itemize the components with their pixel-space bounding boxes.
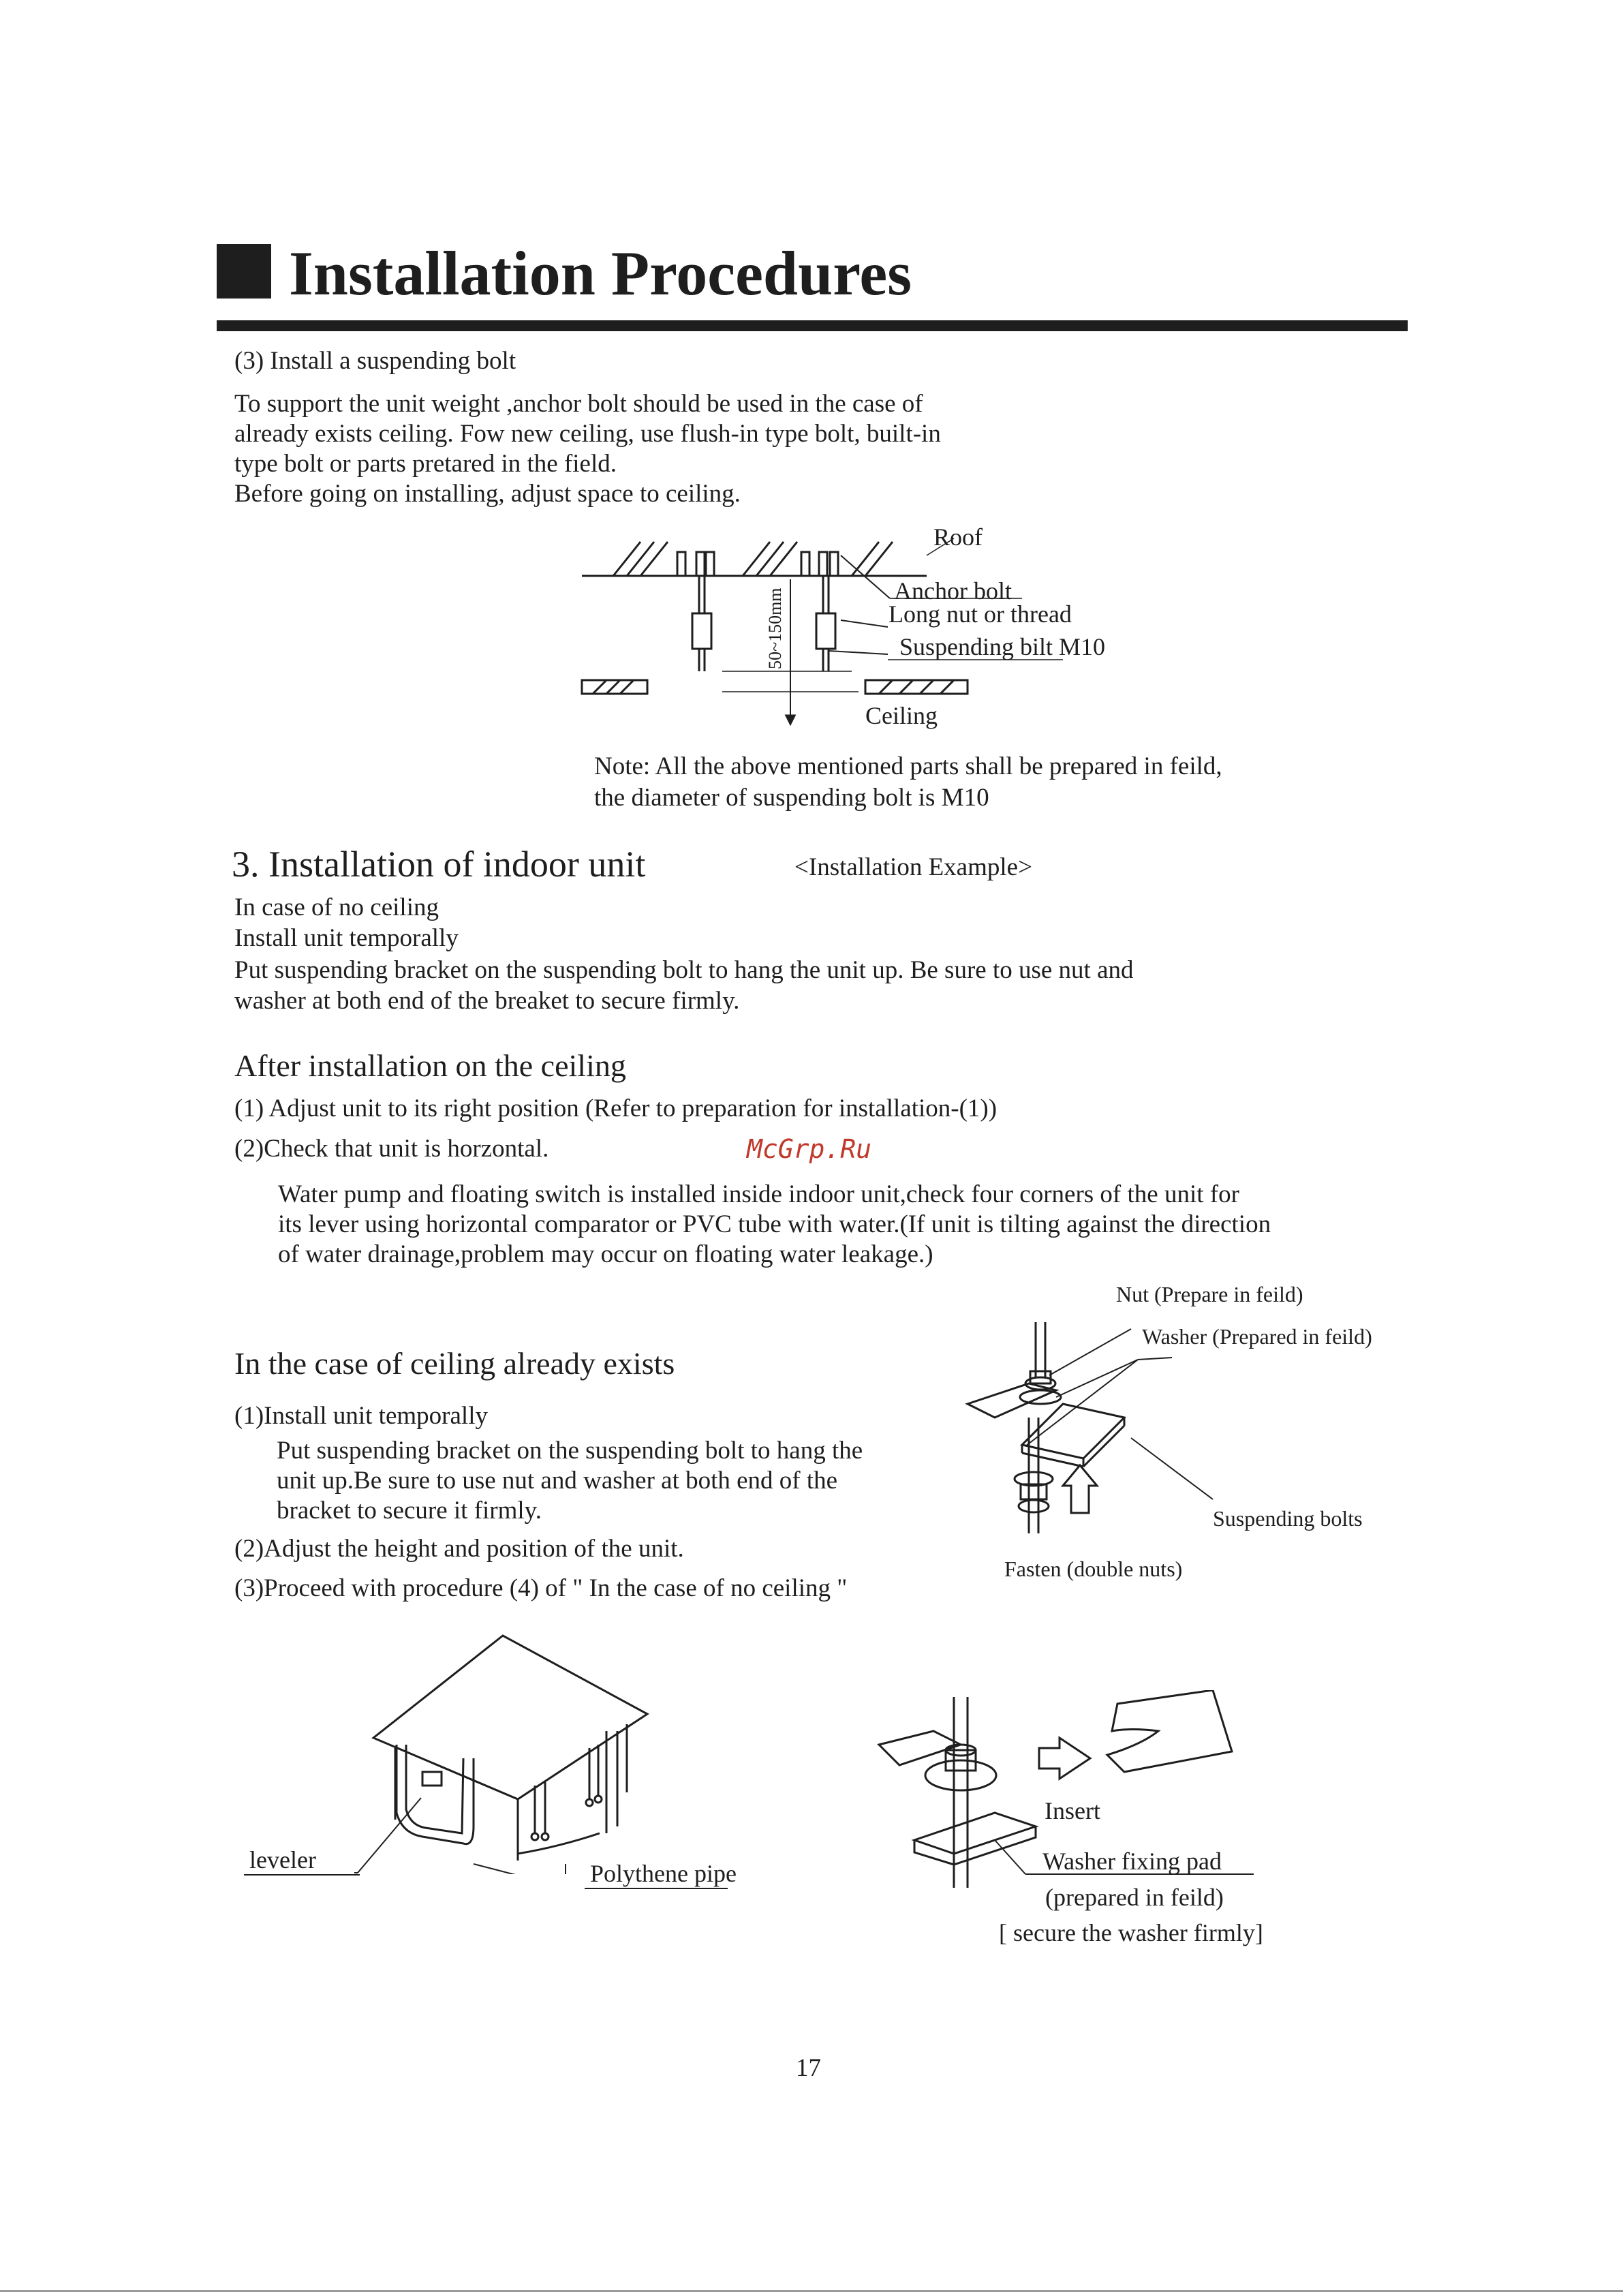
existing-step-2: (2)Adjust the height and position of the unit. [234, 1535, 684, 1563]
existing-heading: In the case of ceiling already exists [234, 1346, 675, 1381]
ceiling-label: Ceiling [865, 702, 938, 729]
anchor-bolt-label: Anchor bolt [894, 577, 1012, 604]
indoor-line-4: washer at both end of the breaket to secure firmly. [234, 987, 740, 1015]
note-line-2: the diameter of suspending bolt is M10 [594, 784, 989, 812]
suspending-bolt-label: Suspending bilt M10 [899, 633, 1106, 660]
bolt-para-4: Before going on installing, adjust space to ceiling. [234, 480, 741, 508]
after-step-1: (1) Adjust unit to its right position (Refer to preparation for installation-(1)) [234, 1095, 998, 1122]
bolt-para-2: already exists ceiling. Fow new ceiling, use flush-in type bolt, built-in [234, 420, 941, 448]
level-check-figure [354, 1629, 668, 1874]
prepared-label: (prepared in feild) [1045, 1884, 1224, 1911]
page-number: 17 [796, 2054, 821, 2082]
watermark: McGrp.Ru [747, 1134, 872, 1164]
indoor-line-2: Install unit temporally [234, 924, 459, 952]
after-detail-2: its lever using horizontal comparator or PVC tube with water.(If unit is tilting against the direction [278, 1210, 1271, 1238]
bolt-heading: (3) Install a suspending bolt [234, 347, 516, 375]
note-line-1: Note: All the above mentioned parts shall be prepared in feild, [594, 752, 1222, 780]
roof-label: Roof [933, 523, 983, 551]
secure-washer-label: [ secure the washer firmly] [999, 1919, 1263, 1946]
after-step-2: (2)Check that unit is horzontal. [234, 1135, 549, 1163]
polythene-pipe-label: Polythene pipe [590, 1860, 737, 1887]
leveler-rule [244, 1874, 360, 1876]
indoor-line-3: Put suspending bracket on the suspending bolt to hang the unit up. Be sure to use nut and [234, 956, 1134, 984]
existing-step-1-detail-1: Put suspending bracket on the suspending bolt to hang the [277, 1437, 863, 1465]
after-heading: After installation on the ceiling [234, 1048, 626, 1083]
existing-step-1-detail-2: unit up.Be sure to use nut and washer at both end of the [277, 1467, 838, 1495]
installation-example-label: <Installation Example> [794, 853, 1032, 881]
washer-fixing-pad-label: Washer fixing pad [1042, 1848, 1222, 1875]
existing-step-3: (3)Proceed with procedure (4) of " In the case of no ceiling " [234, 1574, 848, 1602]
suspending-bolts-label: Suspending bolts [1213, 1506, 1363, 1531]
after-detail-1: Water pump and floating switch is installed inside indoor unit,check four corners of the unit for [278, 1180, 1239, 1208]
header-block-icon [217, 244, 271, 299]
fasten-label: Fasten (double nuts) [1004, 1557, 1183, 1581]
leveler-label: leveler [249, 1846, 316, 1873]
bolt-para-3: type bolt or parts pretared in the field. [234, 450, 617, 478]
page-title: Installation Procedures [289, 239, 912, 308]
insert-label: Insert [1045, 1797, 1100, 1824]
polythene-pipe-rule [585, 1888, 728, 1889]
washer-label: Washer (Prepared in feild) [1142, 1324, 1372, 1349]
dimension-label: 50~150mm [765, 587, 785, 669]
nut-label: Nut (Prepare in feild) [1116, 1282, 1303, 1306]
long-nut-label: Long nut or thread [888, 600, 1072, 628]
existing-step-1: (1)Install unit temporally [234, 1402, 488, 1430]
bolt-para-1: To support the unit weight ,anchor bolt should be used in the case of [234, 390, 923, 418]
indoor-heading: 3. Installation of indoor unit [232, 844, 646, 885]
bottom-rule [0, 2290, 1623, 2292]
indoor-line-1: In case of no ceiling [234, 893, 439, 921]
after-detail-3: of water drainage,problem may occur on floating water leakage.) [278, 1240, 933, 1268]
header-rule [217, 320, 1408, 331]
existing-step-1-detail-3: bracket to secure it firmly. [277, 1497, 542, 1525]
